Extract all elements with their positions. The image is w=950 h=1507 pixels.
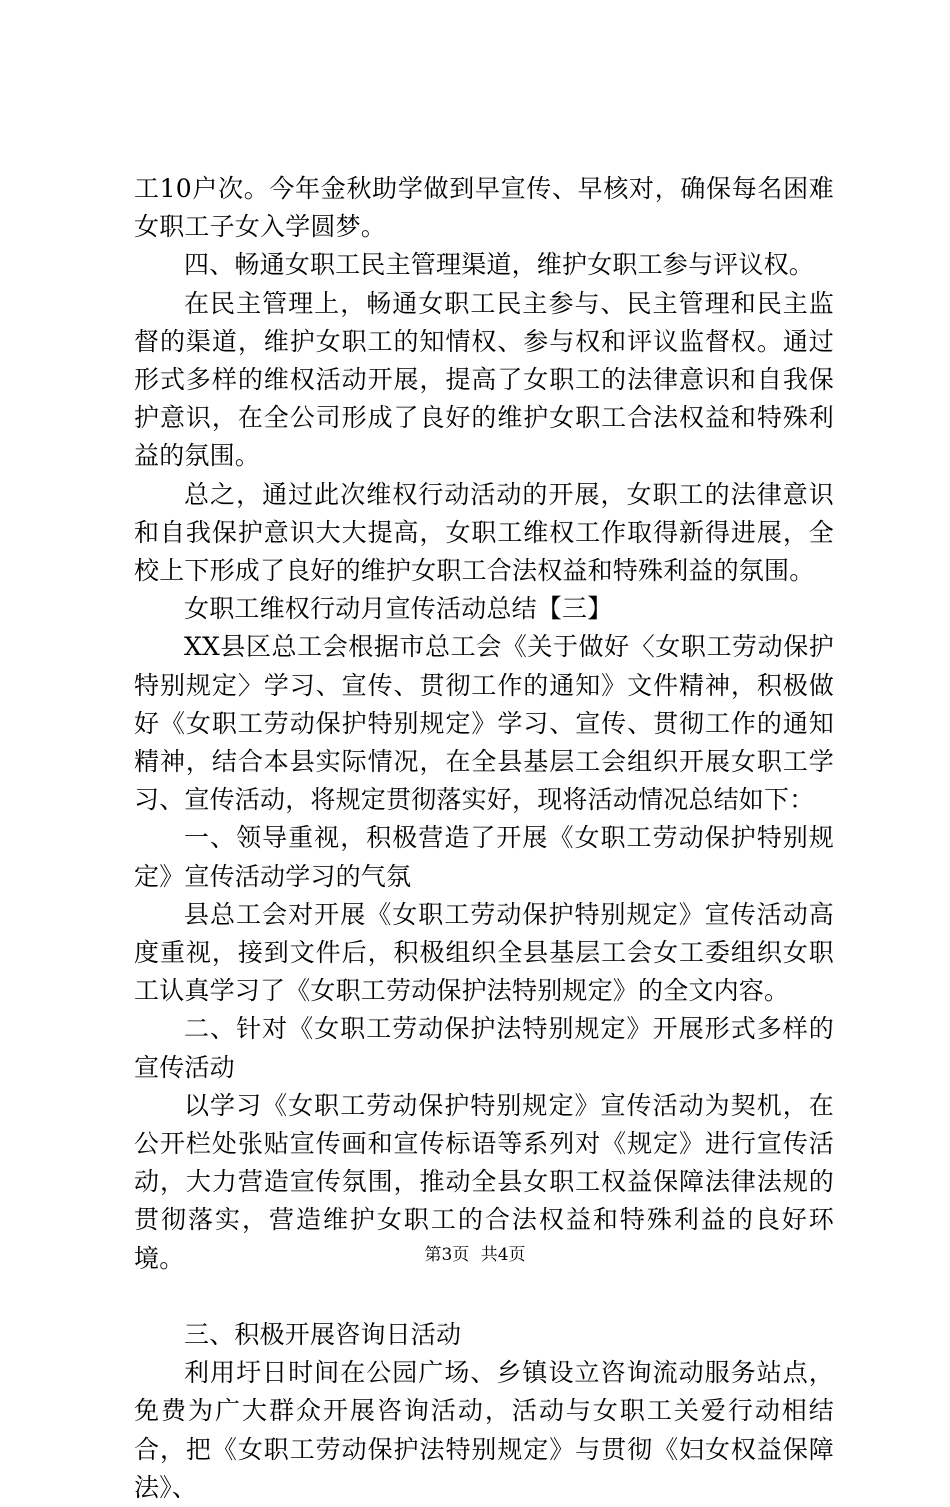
paragraph-intro: XX县区总工会根据市总工会《关于做好〈女职工劳动保护特别规定〉学习、宣传、贯彻工作的通知》文件精神，积极做好《女职工劳动保护特别规定》学习、宣传、贯彻工作的通知精神，结合本县实际情况，在全县基层工会组织开展女职工学习、宣传活动，将规定贯彻落实好，现将活动情况总结如下：	[134, 632, 834, 815]
page-footer	[0, 1243, 950, 1267]
page-total: 共4页	[480, 1245, 526, 1265]
paragraph: 县总工会对开展《女职工劳动保护特别规定》宣传活动高度重视，接到文件后，积极组织全县基层工会女工委组织女职工认真学习了《女职工劳动保护法特别规定》的全文内容。	[134, 899, 834, 1006]
paragraph: 在民主管理上，畅通女职工民主参与、民主管理和民主监督的渠道，维护女职工的知情权、参与权和评议监督权。通过形式多样的维权活动开展，提高了女职工的法律意识和自我保护意识，在全公司形成了良好的维护女职工合法权益和特殊利益的氛围。	[134, 288, 834, 471]
section-heading-4: 四、畅通女职工民主管理渠道，维护女职工参与评议权。	[184, 250, 815, 280]
page-number: 第3页	[424, 1245, 470, 1265]
section-heading-2: 二、针对《女职工劳动保护法特别规定》开展形式多样的宣传活动	[134, 1014, 834, 1082]
paragraph: 利用圩日时间在公园广场、乡镇设立咨询流动服务站点，免费为广大群众开展咨询活动，活动与女职工关爱行动相结合，把《女职工劳动保护法特别规定》与贯彻《妇女权益保障法》、	[134, 1358, 834, 1502]
paragraph: 以学习《女职工劳动保护特别规定》宣传活动为契机，在公开栏处张贴宣传画和宣传标语等系列对《规定》进行宣传活动，大力营造宣传氛围，推动全县女职工权益保障法律法规的贯彻落实，营造维护女职工的合法权益和特殊利益的良好环境。	[134, 1090, 834, 1273]
section-heading-1: 一、领导重视，积极营造了开展《女职工劳动保护特别规定》宣传活动学习的气氛	[134, 823, 834, 891]
blank-line	[134, 1278, 834, 1316]
paragraph-summary: 总之，通过此次维权行动活动的开展，女职工的法律意识和自我保护意识大大提高，女职工维权工作取得新得进展，全校上下形成了良好的维护女职工合法权益和特殊利益的氛围。	[134, 479, 834, 586]
document-body	[134, 170, 834, 1507]
article-title: 女职工维权行动月宣传活动总结【三】	[184, 594, 613, 624]
section-heading-3: 三、积极开展咨询日活动	[184, 1319, 462, 1349]
paragraph-continuation: 工10户次。今年金秋助学做到早宣传、早核对，确保每名困难女职工子女入学圆梦。	[134, 174, 834, 242]
